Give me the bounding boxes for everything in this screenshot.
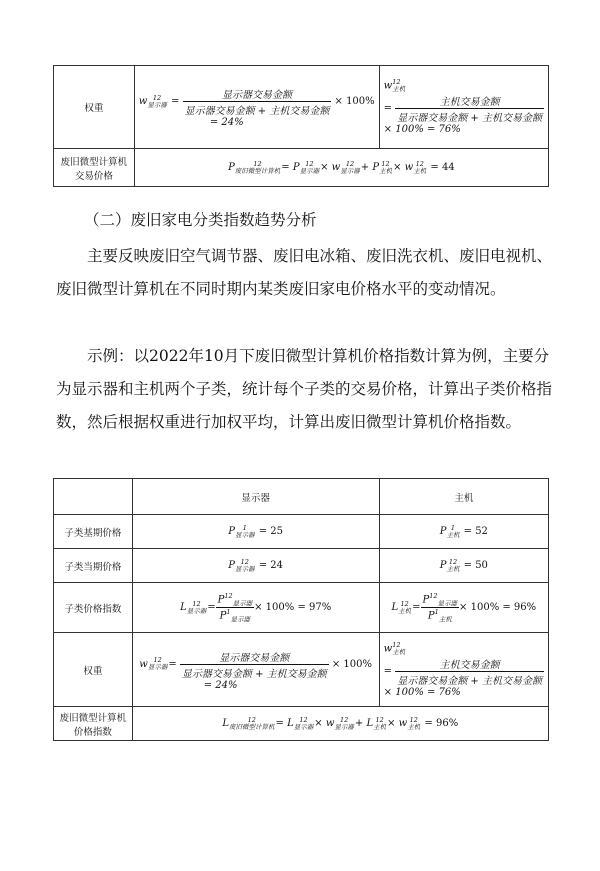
header-empty — [54, 479, 133, 515]
paragraph-example: 示例：以2022年10月下废旧微型计算机价格指数计算为例，主要分为显示器和主机两个子类，统计每个子类的交易价格，计算出子类价格指数，然后根据权重进行加权平均，计算出废旧微型计算机价格指数。 — [56, 347, 553, 431]
host-current-price: P 12 主机 = 50 — [379, 549, 548, 583]
display-weight-formula-2: w 12 显示器 = $\frac{\text{显示器交易金额}}{\text{显示器交易金额 + 主机交易金额}}$ × 100% = 24% — [132, 633, 379, 707]
weights-table-top — [53, 65, 549, 187]
host-weight-formula-2: w 12 主机 = $\frac{\text{主机交易金额}}{\text{显示器交易金额 + 主机交易金额}}$ × 100% = 76% — [379, 633, 548, 707]
host-sub-index: L 12 主机 = $\frac{P^{12}_{显示器}}{P^1_{主机}}$ × 100% = 96% — [379, 583, 548, 633]
row-label-weight-2: 权重 — [54, 633, 133, 707]
row-label-weight: 权重 — [54, 66, 135, 149]
header-host: 主机 — [379, 479, 548, 515]
row-label-base-price: 子类基期价格 — [54, 515, 133, 549]
row-label-trade-price: 废旧微型计算机交易价格 — [54, 149, 135, 187]
price-index-table — [53, 478, 549, 741]
paragraph-intro: 主要反映废旧空气调节器、废旧电冰箱、废旧洗衣机、废旧电视机、废旧微型计算机在不同时期内某类废旧家电价格水平的变动情况。 — [56, 247, 553, 298]
final-index-formula: L 12 废旧微型计算机 = L 12 显示器 × w 12 显示器 + L 12 主机 × w 12 主机 = 96% — [132, 707, 548, 741]
display-current-price: P 12 显示器 = 24 — [132, 549, 379, 583]
row-label-current-price: 子类当期价格 — [54, 549, 133, 583]
row-label-sub-index: 子类价格指数 — [54, 583, 133, 633]
header-display: 显示器 — [132, 479, 379, 515]
display-weight-formula: w 12 显示器 = $\frac{\text{显示器交易金额}}{\text{显示器交易金额 + 主机交易金额}}$ × 100% = 24% — [134, 66, 379, 149]
display-sub-index: L 12 显示器 = $\frac{P^{12}_{显示器}}{P^1_{显示器}}$ × 100% = 97% — [132, 583, 379, 633]
host-base-price: P 1 主机 = 52 — [379, 515, 548, 549]
section-heading: （二）废旧家电分类指数趋势分析 — [84, 211, 317, 229]
host-weight-formula: w 12 主机 = $\frac{\text{主机交易金额}}{\text{显示器交易金额 + 主机交易金额}}$ × 100% = 76% — [379, 66, 548, 149]
row-label-final-index: 废旧微型计算机价格指数 — [54, 707, 133, 741]
display-base-price: P 1 显示器 = 25 — [132, 515, 379, 549]
trade-price-formula: P 12 废旧微型计算机 = P 12 显示器 × w 12 显示器 + P 12 主机 × w 12 主机 = 44 — [134, 149, 548, 187]
